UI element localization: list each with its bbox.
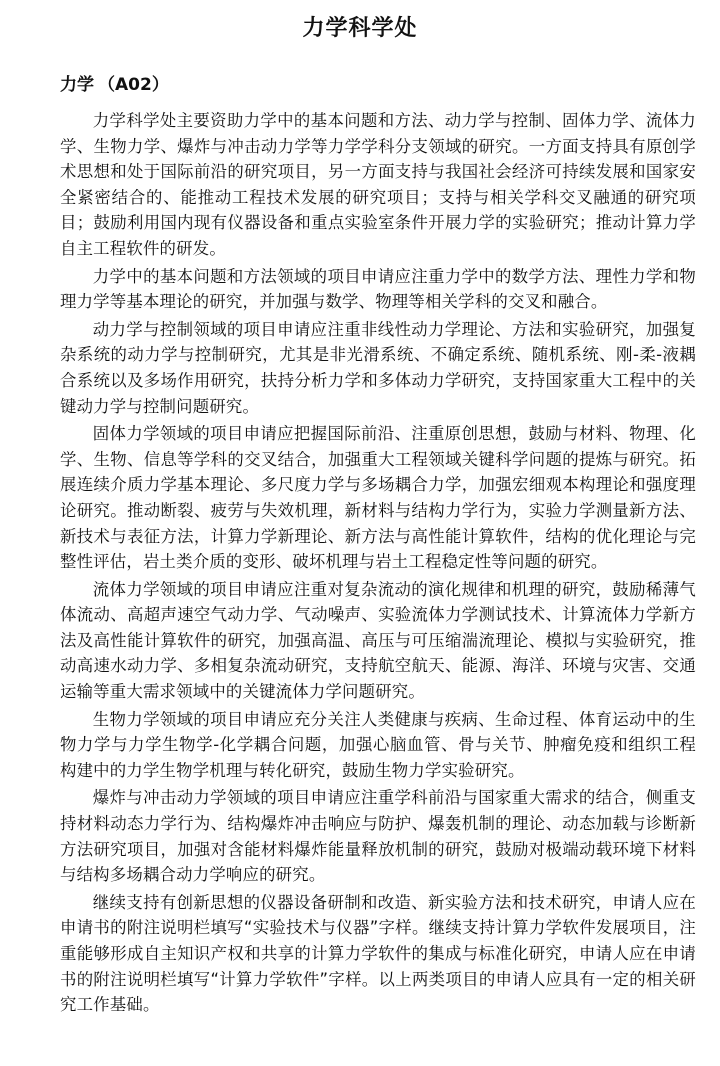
page-title: 力学科学处 — [302, 16, 418, 41]
paragraph-overview: 力学科学处主要资助力学中的基本问题和方法、动力学与控制、固体力学、流体力学、生物力学、爆炸与冲击动力学等力学学科分支领域的研究。一方面支持具有原创学术思想和处于国际前沿的研究项目，另一方面支持与我国社会经济可持续发展和国家安全紧密结合的、能推动工程技术发展的研究项目；支持与相关学科交叉融通的研究项目；鼓励利用国内现有仪器设备和重点实验室条件开展力学的实验研究；推动计算力学自主工程软件的研发。 — [60, 111, 696, 258]
paragraph-explosion-impact: 爆炸与冲击动力学领域的项目申请应注重学科前沿与国家重大需求的结合，侧重支持材料动态力学行为、结构爆炸冲击响应与防护、爆轰机制的理论、动态加载与诊断新方法研究项目，加强对含能材料爆炸能量释放机制的研究，鼓励对极端动载环境下材料与结构多场耦合动力学响应的研究。 — [60, 788, 696, 885]
paragraph-biomechanics: 生物力学领域的项目申请应充分关注人类健康与疾病、生命过程、体育运动中的生物力学与力学生物学-化学耦合问题，加强心脑血管、骨与关节、肿瘤免疫和组织工程构建中的力学生物学机理与转化研究，鼓励生物力学实验研究。 — [60, 709, 696, 780]
paragraph-solid-mechanics: 固体力学领域的项目申请应把握国际前沿、注重原创思想，鼓励与材料、物理、化学、生物、信息等学科的交叉结合，加强重大工程领域关键科学问题的提炼与研究。拓展连续介质力学基本理论、多尺度力学与多场耦合力学，加强宏细观本构理论和强度理论研究。推动断裂、疲劳与失效机理，新材料与结构力学行为，实验力学测量新方法、新技术与表征方法，计算力学新理论、新方法与高性能计算软件，结构的优化理论与完整性评估，岩土类介质的变形、破坏机理与岩土工程稳定性等问题的研究。 — [60, 424, 696, 572]
paragraph-instruments-software: 继续支持有创新思想的仪器设备研制和改造、新实验方法和技术研究，申请人应在申请书的附注说明栏填写“实验技术与仪器”字样。继续支持计算力学软件发展项目，注重能够形成自主知识产权和共享的计算力学软件的集成与标准化研究，申请人应在申请书的附注说明栏填写“计算力学软件”字样。以上两类项目的申请人应具有一定的相关研究工作基础。 — [60, 892, 696, 1015]
section-code: （A02） — [98, 75, 169, 95]
paragraph-basic-problems: 力学中的基本问题和方法领域的项目申请应注重力学中的数学方法、理性力学和物理力学等基本理论的研究，并加强与数学、物理等相关学科的交叉和融合。 — [60, 266, 696, 312]
document-body — [60, 108, 696, 1020]
section-heading — [60, 72, 169, 98]
paragraph-fluid-mechanics: 流体力学领域的项目申请应注重对复杂流动的演化规律和机理的研究，鼓励稀薄气体流动、高超声速空气动力学、气动噪声、实验流体力学测试技术、计算流体力学新方法及高性能计算软件的研究，加强高温、高压与可压缩湍流理论、模拟与实验研究，推动高速水动力学、多相复杂流动研究，支持航空航天、能源、海洋、环境与灾害、交通运输等重大需求领域中的关键流体力学问题研究。 — [60, 579, 696, 702]
paragraph-dynamics-control: 动力学与控制领域的项目申请应注重非线性动力学理论、方法和实验研究，加强复杂系统的动力学与控制研究，尤其是非光滑系统、不确定系统、随机系统、刚-柔-液耦合系统以及多场作用研究，扶持分析力学和多体动力学研究，支持国家重大工程中的关键动力学与控制问题研究。 — [60, 319, 696, 416]
section-name: 力学 — [60, 75, 94, 95]
